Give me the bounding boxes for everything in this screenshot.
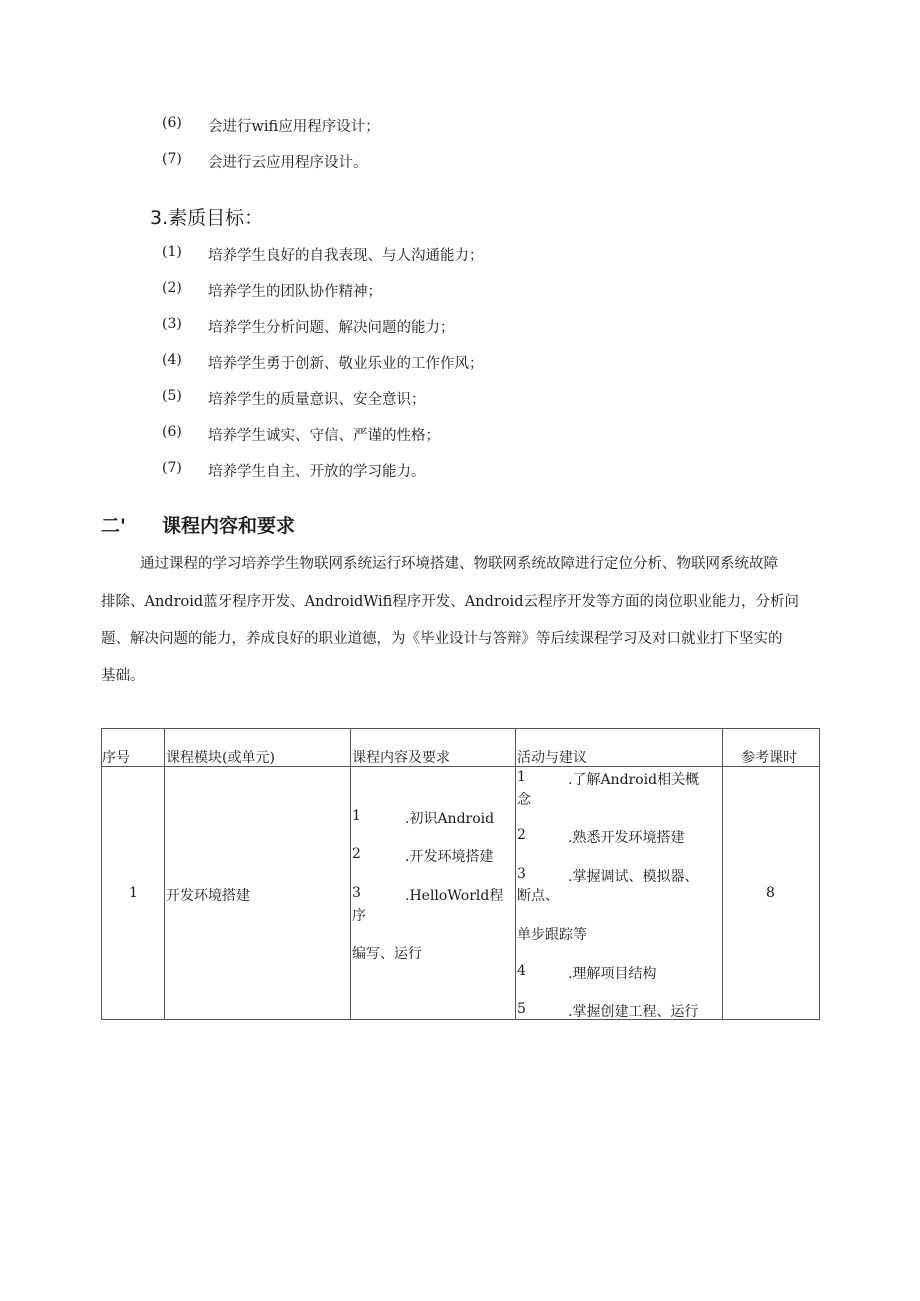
table-header-seq: 序号 <box>102 750 130 766</box>
skill-item-6-text: 会进行wifi应用程序设计； <box>208 119 380 135</box>
quality-item-number: (6) <box>162 424 182 440</box>
activity-item-continuation: 断点、 <box>517 888 559 904</box>
quality-item-number: (2) <box>162 280 182 296</box>
content-item-text: .开发环境搭建 <box>405 849 494 865</box>
skill-item-7-number: (7) <box>162 151 182 167</box>
content-item-text: .初识Android <box>405 811 495 827</box>
quality-item-number: (3) <box>162 316 182 332</box>
content-item-text: .HelloWorld程 <box>405 888 504 904</box>
quality-item-number: (1) <box>162 244 182 260</box>
content-item-text: 编写、运行 <box>352 946 422 962</box>
table-cell-module: 开发环境搭建 <box>166 888 250 904</box>
section-number: 二' <box>101 515 126 537</box>
quality-item-number: (5) <box>162 388 182 404</box>
activity-item-number: 1 <box>517 769 526 785</box>
activity-item-continuation: 念 <box>517 792 531 808</box>
content-item-continuation: 序 <box>352 908 366 924</box>
quality-item-text: 培养学生的质量意识、安全意识； <box>208 392 426 408</box>
section-title: 课程内容和要求 <box>162 515 296 537</box>
content-item-number: 3 <box>352 885 361 901</box>
quality-item-number: (4) <box>162 352 182 368</box>
activity-item-number: 3 <box>517 866 526 882</box>
quality-item-number: (7) <box>162 460 182 476</box>
quality-item-text: 培养学生自主、开放的学习能力。 <box>208 464 426 480</box>
table-header-module: 课程模块(或单元) <box>166 750 275 766</box>
activity-item-number: 2 <box>517 827 526 843</box>
activity-item-text: 单步跟踪等 <box>517 927 587 943</box>
quality-item-text: 培养学生诚实、守信、严谨的性格； <box>208 428 440 444</box>
paragraph-line: 题、解决问题的能力，养成良好的职业道德，为《毕业设计与答辩》等后续课程学习及对口就业打下坚实的 <box>101 631 783 647</box>
quality-item-text: 培养学生勇于创新、敬业乐业的工作作风； <box>208 356 484 372</box>
content-item-number: 1 <box>352 808 361 824</box>
content-item-number: 2 <box>352 846 361 862</box>
activity-item-text: .掌握创建工程、运行 <box>568 1004 699 1020</box>
quality-item-text: 培养学生良好的自我表现、与人沟通能力； <box>208 248 484 264</box>
quality-item-text: 培养学生的团队协作精神； <box>208 284 382 300</box>
table-header-hours: 参考课时 <box>741 750 797 766</box>
skill-item-6-number: (6) <box>162 115 182 131</box>
activity-item-text: .熟悉开发环境搭建 <box>568 830 685 846</box>
quality-item-text: 培养学生分析问题、解决问题的能力； <box>208 320 455 336</box>
skill-item-7-text: 会进行云应用程序设计。 <box>208 155 368 171</box>
quality-goals-heading: 3.素质目标： <box>150 207 264 229</box>
activity-item-text: .掌握调试、模拟器、 <box>568 869 699 885</box>
paragraph-line: 基础。 <box>101 668 145 684</box>
paragraph-line: 排除、Android蓝牙程序开发、AndroidWifi程序开发、Android云程序开发等方面的岗位职业能力，分析问 <box>101 594 799 610</box>
table-header-activities: 活动与建议 <box>517 750 587 766</box>
table-header-content: 课程内容及要求 <box>352 750 450 766</box>
paragraph-line: 通过课程的学习培养学生物联网系统运行环境搭建、物联网系统故障进行定位分析、物联网系统故障 <box>140 556 778 572</box>
activity-item-number: 5 <box>517 1001 526 1017</box>
table-cell-seq: 1 <box>129 885 138 901</box>
activity-item-text: .理解项目结构 <box>568 966 657 982</box>
activity-item-number: 4 <box>517 963 526 979</box>
table-cell-hours: 8 <box>766 885 775 901</box>
activity-item-text: .了解Android相关概 <box>568 772 700 788</box>
